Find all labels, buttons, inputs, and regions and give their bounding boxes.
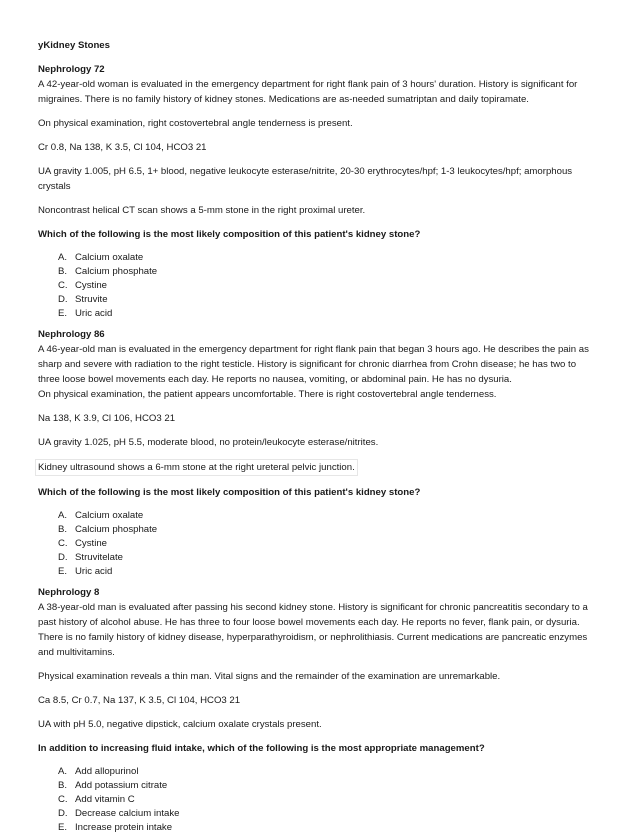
option-text: Calcium oxalate bbox=[75, 510, 144, 521]
option-letter: A. bbox=[58, 766, 68, 777]
option-text: Calcium oxalate bbox=[75, 252, 144, 263]
answer-option[interactable] bbox=[58, 523, 592, 537]
option-letter: C. bbox=[58, 280, 68, 291]
option-letter: A. bbox=[58, 252, 68, 263]
case-title: Nephrology 72 bbox=[38, 64, 105, 75]
case-question: In addition to increasing fluid intake, which of the following is the most appropriate management? bbox=[38, 743, 485, 754]
answer-option[interactable] bbox=[58, 821, 592, 835]
answer-option[interactable] bbox=[58, 293, 592, 307]
option-letter: D. bbox=[58, 552, 68, 563]
option-text: Decrease calcium intake bbox=[75, 808, 180, 819]
case-labs: Cr 0.8, Na 138, K 3.5, Cl 104, HCO3 21 bbox=[38, 142, 207, 153]
answer-option[interactable] bbox=[58, 807, 592, 821]
option-text: Uric acid bbox=[75, 308, 113, 319]
answer-options bbox=[38, 509, 592, 579]
case-imaging: Noncontrast helical CT scan shows a 5-mm stone in the right proximal ureter. bbox=[38, 205, 366, 216]
option-letter: E. bbox=[58, 308, 68, 319]
case-history: A 38-year-old man is evaluated after passing his second kidney stone. History is significant for chronic pancreatitis secondary to a past history of alcohol abuse. He has three to four loose bowel movements each day. He reports no fever, flank pain, or dysuria. There is no family history of kidney disease, hyperparathyroidism, or nephrolithiasis. Current medications are pancreatic enzymes and multivitamins. bbox=[38, 602, 588, 658]
case-urinalysis: UA gravity 1.025, pH 5.5, moderate blood, no protein/leukocyte esterase/nitrites. bbox=[38, 437, 379, 448]
answer-option[interactable] bbox=[58, 565, 592, 579]
option-text: Calcium phosphate bbox=[75, 524, 158, 535]
case-question: Which of the following is the most likely composition of this patient's kidney stone? bbox=[38, 229, 421, 240]
case-nephrology-72 bbox=[38, 62, 592, 321]
case-exam: On physical examination, the patient appears uncomfortable. There is right costovertebral angle tenderness. bbox=[38, 389, 497, 400]
answer-option[interactable] bbox=[58, 251, 592, 265]
answer-options bbox=[38, 765, 592, 835]
option-letter: B. bbox=[58, 266, 68, 277]
option-text: Add allopurinol bbox=[75, 766, 139, 777]
case-imaging: Kidney ultrasound shows a 6-mm stone at the right ureteral pelvic junction. bbox=[35, 459, 358, 476]
option-letter: B. bbox=[58, 780, 68, 791]
option-letter: A. bbox=[58, 510, 68, 521]
option-text: Calcium phosphate bbox=[75, 266, 158, 277]
option-text: Add vitamin C bbox=[75, 794, 135, 805]
option-letter: C. bbox=[58, 538, 68, 549]
option-letter: C. bbox=[58, 794, 68, 805]
option-text: Struvite bbox=[75, 294, 108, 305]
case-title: Nephrology 8 bbox=[38, 587, 100, 598]
case-labs: Ca 8.5, Cr 0.7, Na 137, K 3.5, Cl 104, HCO3 21 bbox=[38, 695, 241, 706]
option-letter: E. bbox=[58, 566, 68, 577]
answer-option[interactable] bbox=[58, 765, 592, 779]
answer-option[interactable] bbox=[58, 265, 592, 279]
case-nephrology-86 bbox=[38, 327, 592, 579]
option-letter: D. bbox=[58, 808, 68, 819]
option-text: Increase protein intake bbox=[75, 822, 173, 833]
case-history: A 46-year-old man is evaluated in the emergency department for right flank pain that began 3 hours ago. He describes the pain as sharp and severe with radiation to the right testicle. History is significant for chronic diarrhea from Crohn disease; he has two to three loose bowel movements each day. He reports no nausea, vomiting, or abdominal pain. He has no dysuria. bbox=[38, 344, 589, 385]
option-text: Cystine bbox=[75, 538, 107, 549]
option-text: Uric acid bbox=[75, 566, 113, 577]
case-urinalysis: UA gravity 1.005, pH 6.5, 1+ blood, negative leukocyte esterase/nitrite, 20-30 erythrocytes/hpf; 1-3 leukocytes/hpf; amorphous crystals bbox=[38, 166, 573, 192]
answer-option[interactable] bbox=[58, 779, 592, 793]
option-letter: D. bbox=[58, 294, 68, 305]
answer-option[interactable] bbox=[58, 509, 592, 523]
document-title: yKidney Stones bbox=[38, 40, 110, 51]
answer-option[interactable] bbox=[58, 307, 592, 321]
option-letter: B. bbox=[58, 524, 68, 535]
case-exam: Physical examination reveals a thin man. Vital signs and the remainder of the examination are unremarkable. bbox=[38, 671, 501, 682]
answer-option[interactable] bbox=[58, 793, 592, 807]
case-exam: On physical examination, right costovertebral angle tenderness is present. bbox=[38, 118, 353, 129]
option-text: Add potassium citrate bbox=[75, 780, 168, 791]
answer-options bbox=[38, 251, 592, 321]
answer-option[interactable] bbox=[58, 279, 592, 293]
option-text: Struvitelate bbox=[75, 552, 123, 563]
case-title: Nephrology 86 bbox=[38, 329, 105, 340]
option-letter: E. bbox=[58, 822, 68, 833]
case-nephrology-8 bbox=[38, 585, 592, 835]
case-history: A 42-year-old woman is evaluated in the emergency department for right flank pain of 3 hours' duration. History is significant for migraines. There is no family history of kidney stones. Medications are as-needed sumatriptan and daily topiramate. bbox=[38, 79, 578, 105]
case-urinalysis: UA with pH 5.0, negative dipstick, calcium oxalate crystals present. bbox=[38, 719, 322, 730]
case-question: Which of the following is the most likely composition of this patient's kidney stone? bbox=[38, 487, 421, 498]
answer-option[interactable] bbox=[58, 537, 592, 551]
answer-option[interactable] bbox=[58, 551, 592, 565]
case-labs: Na 138, K 3.9, Cl 106, HCO3 21 bbox=[38, 413, 176, 424]
option-text: Cystine bbox=[75, 280, 107, 291]
